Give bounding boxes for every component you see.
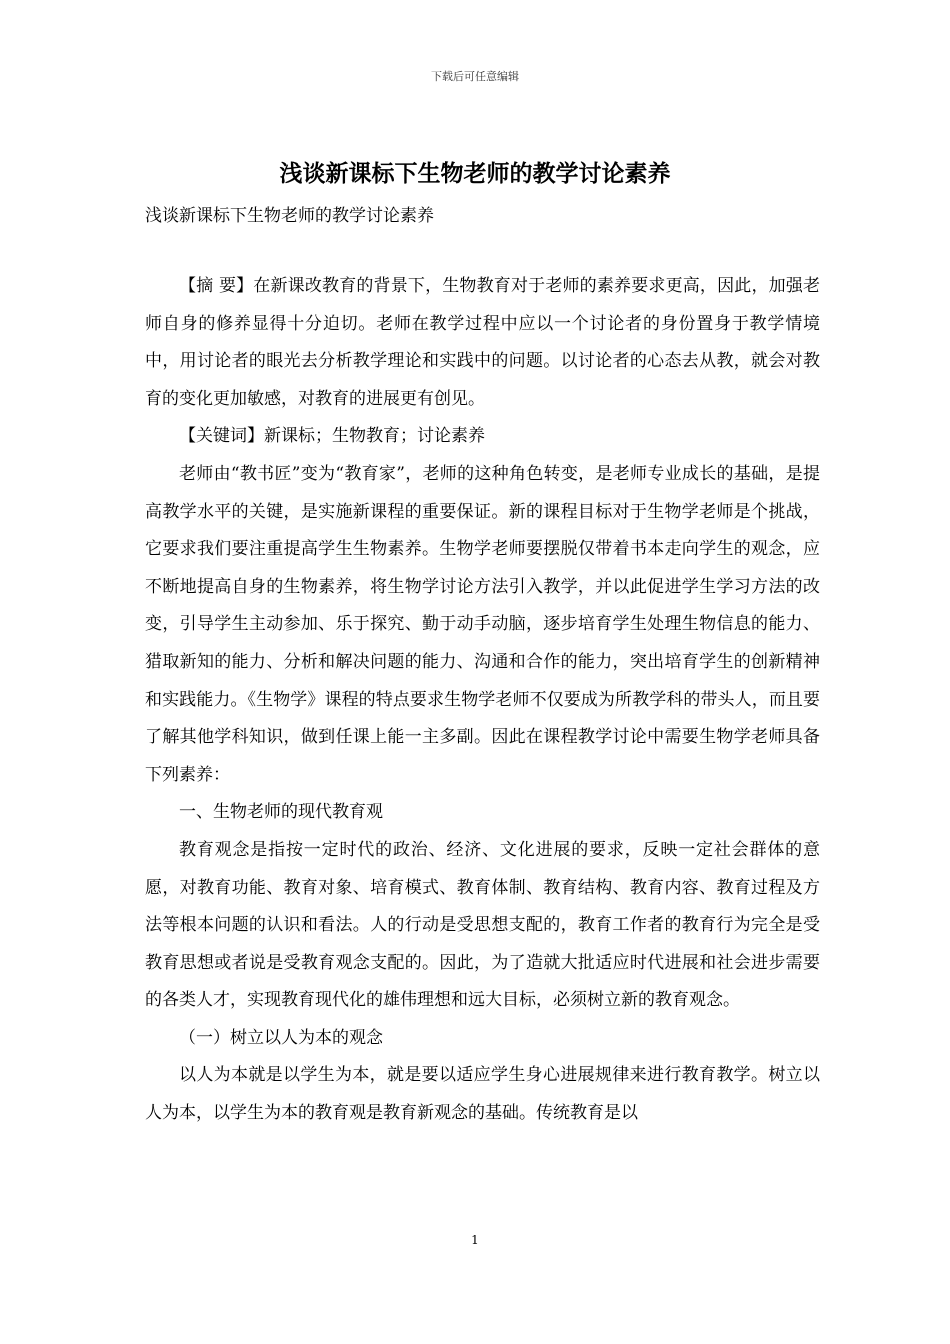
document-title: 浅谈新课标下生物老师的教学讨论素养: [279, 160, 671, 187]
abstract-text: 在新课改教育的背景下，生物教育对于老师的素养要求更高，因此，加强老师自身的修养显得十分迫切。老师在教学过程中应以一个讨论者的身份置身于教学情境中，用讨论者的眼光去分析教学理论和实践中的问题。以讨论者的心态去从教，就会对教育的变化更加敏感，对教育的进展更有创见。: [145, 276, 820, 409]
page-number: 1: [471, 1233, 479, 1247]
section-heading-1: 一、生物老师的现代教育观: [179, 802, 383, 823]
header-note: 下载后可任意编辑: [431, 70, 519, 83]
body-paragraph-education-concept: 教育观念是指按一定时代的政治、经济、文化进展的要求，反映一定社会群体的意愿，对教育功能、教育对象、培育模式、教育体制、教育结构、教育内容、教育过程及方法等根本问题的认识和看法。人的行动是受思想支配的，教育工作者的教育行为完全是受教育思想或者说是受教育观念支配的。因此，为了造就大批适应时代进展和社会进步需要的各类人才，实现教育现代化的雄伟理想和远大目标，必须树立新的教育观念。: [145, 839, 820, 1011]
abstract-label: 【摘 要】: [179, 276, 254, 296]
subsection-heading-1: （一）树立以人为本的观念: [179, 1027, 383, 1048]
abstract-paragraph: [145, 268, 820, 418]
keywords-label: 【关键词】: [179, 426, 264, 447]
document-body: [145, 268, 820, 1133]
keywords-text: 新课标；生物教育；讨论素养: [264, 426, 485, 447]
keywords-paragraph: [145, 418, 820, 456]
document-subtitle: 浅谈新课标下生物老师的教学讨论素养: [145, 206, 434, 226]
body-paragraph-people-oriented: 以人为本就是以学生为本，就是要以适应学生身心进展规律来进行教育教学。树立以人为本，以学生为本的教育观是教育新观念的基础。传统教育是以: [145, 1065, 820, 1124]
body-paragraph-intro: 老师由“教书匠”变为“教育家”，老师的这种角色转变，是老师专业成长的基础，是提高教学水平的关键，是实施新课程的重要保证。新的课程目标对于生物学老师是个挑战，它要求我们要注重提高学生生物素养。生物学老师要摆脱仅带着书本走向学生的观念，应不断地提高自身的生物素养，将生物学讨论方法引入教学，并以此促进学生学习方法的改变，引导学生主动参加、乐于探究、勤于动手动脑，逐步培育学生处理生物信息的能力、猎取新知的能力、分析和解决问题的能力、沟通和合作的能力，突出培育学生的创新精神和实践能力。《生物学》课程的特点要求生物学老师不仅要成为所教学科的带头人，而且要了解其他学科知识，做到任课上能一主多副。因此在课程教学讨论中需要生物学老师具备下列素养：: [145, 463, 820, 785]
